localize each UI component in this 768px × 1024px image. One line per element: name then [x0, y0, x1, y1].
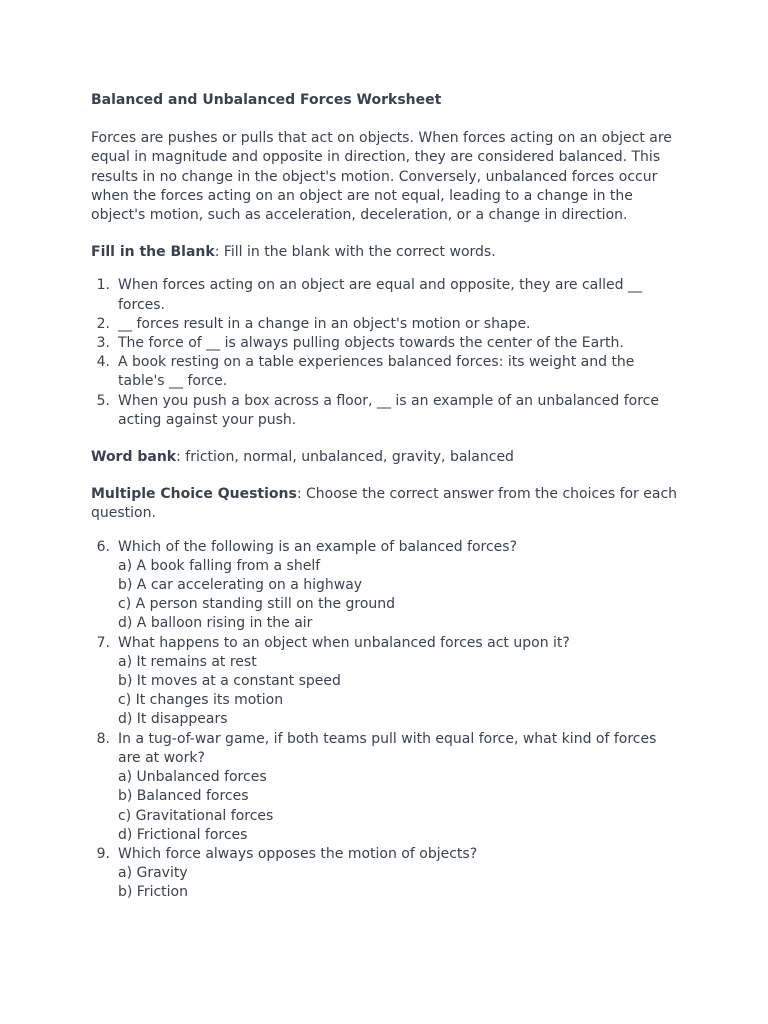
answer-option: a) Gravity — [118, 865, 188, 882]
item-text: When forces acting on an object are equal and opposite, they are called __ forces. — [118, 277, 642, 313]
list-item — [91, 315, 678, 334]
answer-option: d) Frictional forces — [118, 826, 248, 843]
item-number: 4. — [96, 354, 110, 371]
answer-option: c) Gravitational forces — [118, 807, 274, 824]
question-number: 7. — [96, 634, 110, 651]
multiple-choice-list — [91, 538, 678, 903]
item-number: 3. — [96, 335, 110, 352]
question-number: 6. — [96, 538, 110, 555]
answer-option: b) It moves at a constant speed — [118, 673, 341, 690]
intro-paragraph: Forces are pushes or pulls that act on objects. When forces acting on an object are equal in magnitude and opposite in direction, they are considered balanced. This results in no change in the object's motion. Conversely, unbalanced forces occur when the forces acting on an object are not equal, leading to a change in the object's motion, such as acceleration, deceleration, or a change in direction. — [91, 130, 672, 224]
answer-option: d) A balloon rising in the air — [118, 615, 313, 632]
question-number: 9. — [96, 845, 110, 862]
item-text: When you push a box across a floor, __ is an example of an unbalanced force acting against your push. — [118, 392, 659, 428]
question-item — [91, 730, 678, 845]
answer-option: a) It remains at rest — [118, 653, 257, 670]
fill-blank-heading — [91, 243, 678, 262]
answer-option: d) It disappears — [118, 711, 228, 728]
fill-blank-instruction: : Fill in the blank with the correct words. — [214, 244, 496, 261]
list-item — [91, 353, 678, 391]
item-number: 5. — [96, 392, 110, 409]
answer-option: b) Balanced forces — [118, 788, 249, 805]
answer-option: c) It changes its motion — [118, 692, 284, 709]
word-bank-title: Word bank — [91, 449, 177, 466]
answer-option: a) A book falling from a shelf — [118, 557, 321, 574]
question-text: What happens to an object when unbalanced forces act upon it? — [118, 634, 570, 651]
page-title: Balanced and Unbalanced Forces Worksheet — [91, 92, 442, 108]
question-item — [91, 634, 678, 730]
question-number: 8. — [96, 730, 110, 747]
multiple-choice-heading — [91, 485, 678, 523]
list-item — [91, 334, 678, 353]
question-text: In a tug-of-war game, if both teams pull with equal force, what kind of forces are at work? — [118, 730, 657, 766]
item-number: 1. — [96, 277, 110, 294]
multiple-choice-title: Multiple Choice Questions — [91, 486, 297, 503]
list-item — [91, 392, 678, 430]
question-item — [91, 538, 678, 634]
question-text: Which force always opposes the motion of objects? — [118, 845, 478, 862]
item-text: The force of __ is always pulling objects towards the center of the Earth. — [118, 335, 624, 352]
question-text: Which of the following is an example of balanced forces? — [118, 538, 518, 555]
list-item — [91, 276, 678, 314]
fill-blank-list — [91, 276, 678, 430]
question-item — [91, 845, 678, 903]
word-bank — [91, 448, 678, 467]
answer-option: c) A person standing still on the ground — [118, 596, 396, 613]
item-text: A book resting on a table experiences balanced forces: its weight and the table's __ force. — [118, 354, 635, 390]
word-bank-text: : friction, normal, unbalanced, gravity, balanced — [176, 449, 514, 466]
item-text: __ forces result in a change in an object's motion or shape. — [118, 315, 531, 332]
answer-option: a) Unbalanced forces — [118, 769, 267, 786]
multiple-choice-instruction: : Choose the correct answer from the choices for each question. — [91, 486, 678, 522]
fill-blank-title: Fill in the Blank — [91, 244, 215, 261]
answer-option: b) A car accelerating on a highway — [118, 577, 363, 594]
answer-option: b) Friction — [118, 884, 188, 901]
item-number: 2. — [96, 315, 110, 332]
